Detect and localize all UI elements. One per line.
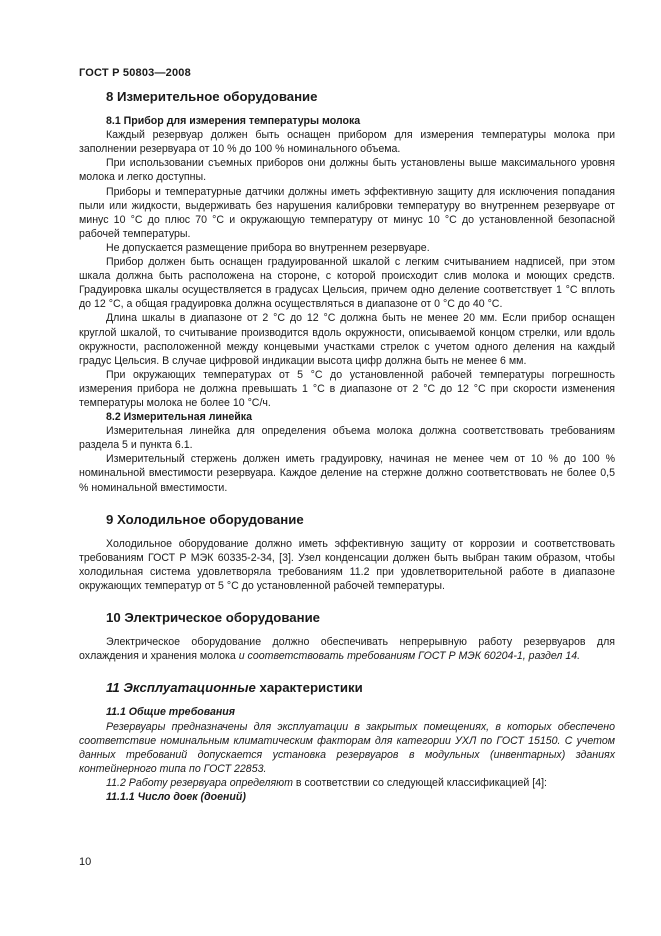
section-9-title: 9 Холодильное оборудование: [106, 511, 304, 527]
paragraph: [79, 776, 615, 790]
paragraph: [79, 635, 615, 663]
paragraph: Длина шкалы в диапазоне от 2 °С до 12 °С должна быть не менее 20 мм. Если прибор оснащен круглой шкалой, то считывание производится вдоль окружности, описываемой концом стрелки, или вдоль окружности, расположенной между концевыми участками стрелок с учетом одного деления на каждый градус Цельсия. В случае цифровой индикации высота цифр должна быть не менее 6 мм.: [79, 312, 615, 367]
section-11-title-italic: 11 Эксплуатационные: [106, 680, 256, 696]
subsection-8-1-title: 8.1 Прибор для измерения температуры молока: [106, 115, 361, 128]
paragraph: Прибор должен быть оснащен градуированной шкалой с легким считыванием надписей, при этом шкала должна быть расположена на стороне, с которой происходит слив молока и моющих средств. Градуировка шкалы осуществляется в градусах Цельсия, причем одно деление соответствует 1 °С вплоть до 12 °С, а общая градуировка должна осуществляться в диапазоне от 0 °С до 40 °С.: [79, 256, 615, 311]
paragraph: Измерительная линейка для определения объема молока должна соответствовать требованиям раздела 5 и пункта 6.1.: [79, 425, 615, 452]
paragraph-text: Электрическое оборудование должно обеспечивать непрерывную работу резервуаров для охлаждения и хранения молока: [79, 636, 615, 663]
page-number: 10: [79, 856, 92, 868]
subsection-11-1-title: 11.1 Общие требования: [106, 706, 235, 719]
paragraph: При использовании съемных приборов они должны быть установлены выше максимального уровня молока и легко доступны.: [79, 157, 615, 184]
paragraph-text-italic: 11.2 Работу резервуара определяют: [106, 776, 293, 789]
document-header: ГОСТ Р 50803—2008: [79, 67, 191, 79]
paragraph-text-italic: и соответствовать требованиям ГОСТ Р МЭК 60204-1, раздел 14.: [238, 650, 581, 663]
paragraph: Приборы и температурные датчики должны иметь эффективную защиту для исключения попадания пыли или жидкости, выдерживать без нарушения калибровки температуру во внутреннем резервуаре от минус 10 °С до плюс 70 °С и окружающую температуру от минус 10 °С до установленной безопасной рабочей температуры.: [79, 185, 615, 240]
subsection-11-1-1-title: 11.1.1 Число доек (доений): [106, 791, 246, 804]
document-body: [79, 90, 615, 804]
paragraph: Не допускается размещение прибора во внутреннем резервуаре.: [106, 241, 430, 254]
paragraph: Каждый резервуар должен быть оснащен прибором для измерения температуры молока при заполнении резервуара от 10 % до 100 % номинального объема.: [79, 129, 615, 156]
section-11-title-rest: характеристики: [255, 680, 363, 696]
section-11-title: [79, 681, 615, 695]
subsection-8-2-title: 8.2 Измерительная линейка: [106, 411, 252, 424]
paragraph-text: в соответствии со следующей классификацией [4]:: [292, 776, 547, 789]
paragraph: При окружающих температурах от 5 °С до установленной рабочей температуры погрешность измерения прибора не должна превышать 1 °С в диапазоне от 2 °С до 12 °С при скорости изменения температуры молока не более 10 °С/ч.: [79, 368, 615, 409]
section-10-title: 10 Электрическое оборудование: [106, 610, 321, 626]
paragraph: Измерительный стержень должен иметь градуировку, начиная не менее чем от 10 % до 100 % номинальной вместимости резервуара. Каждое деление на стержне должно соответствовать не более 0,5 % номинальной вместимости.: [79, 453, 615, 494]
paragraph: Резервуары предназначены для эксплуатации в закрытых помещениях, в которых обеспечено соответствие номинальным климатическим факторам для категории УХЛ по ГОСТ 15150. С учетом данных требований допускается установка резервуаров в модульных (инвентарных) зданиях контейнерного типа по ГОСТ 22853.: [79, 720, 615, 775]
section-8-title: 8 Измерительное оборудование: [106, 89, 318, 104]
paragraph: Холодильное оборудование должно иметь эффективную защиту от коррозии и соответствовать требованиям ГОСТ Р МЭК 60335-2-34, [3]. Узел конденсации должен быть выбран таким образом, чтобы холодильная система удовлетворяла требованиям 11.2 при удовлетворительной работе в диапазоне окружающих температур от 5 °С до установленной рабочей температуры.: [79, 537, 615, 592]
